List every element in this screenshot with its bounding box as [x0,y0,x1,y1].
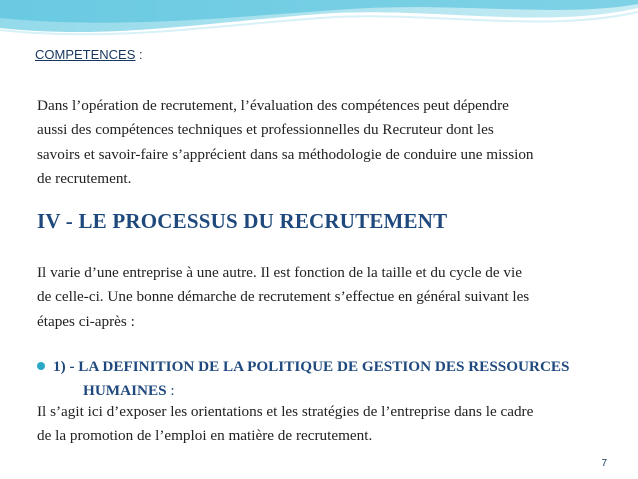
section-title: IV - LE PROCESSUS DU RECRUTEMENT [37,209,448,233]
bullet-dot-icon [37,362,45,370]
page-number: 7 [601,458,607,469]
paragraph-line: savoirs et savoir-faire s’apprécient dans sa méthodologie de conduire une mission [37,145,534,163]
bullet-text-continued: HUMAINES [83,382,167,399]
paragraph-line: de recrutement. [37,169,132,187]
paragraph-line: Il s’agit ici d’exposer les orientations et les stratégies de l’entreprise dans le cadre [37,403,534,420]
bullet-text: 1) - LA DEFINITION DE LA POLITIQUE DE GESTION DES RESSOURCES [53,358,570,375]
paragraph-competences [37,94,607,191]
paragraph-line: Dans l’opération de recrutement, l’évaluation des compétences peut dépendre [37,97,509,114]
competences-heading [35,47,143,62]
paragraph-line: aussi des compétences techniques et professionnelles du Recruteur dont les [37,121,494,139]
bullet-item-1 [37,355,617,379]
competences-label: COMPETENCES [35,47,136,62]
bullet-colon: : [166,382,175,399]
paragraph-policy [37,400,607,449]
competences-colon: : [135,47,143,62]
paragraph-line: de la promotion de l’emploi en matière de recrutement. [37,427,373,445]
paragraph-line: de celle-ci. Une bonne démarche de recrutement s’effectue en général suivant les [37,288,530,306]
paragraph-line: Il varie d’une entreprise à une autre. Il est fonction de la taille et du cycle de vie [37,264,522,281]
paragraph-process [37,261,607,334]
paragraph-line: étapes ci-après : [37,312,135,330]
